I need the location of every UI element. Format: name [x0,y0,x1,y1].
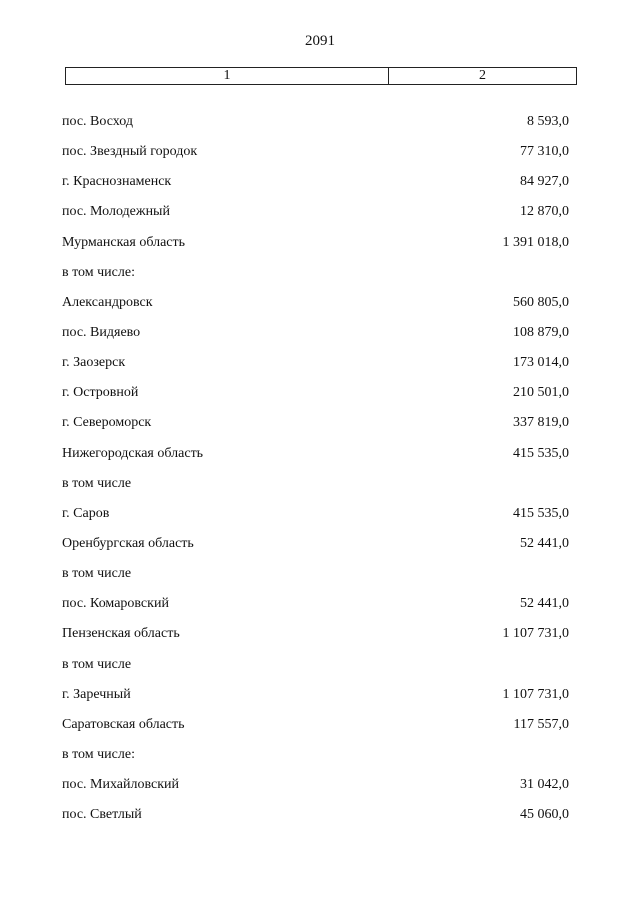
row-value: 1 107 731,0 [502,626,569,642]
table-header [65,67,577,85]
row-value: 1 391 018,0 [502,234,569,250]
row-name: пос. Светлый [62,807,142,823]
table-row [0,535,640,565]
row-name: пос. Видяево [62,324,141,340]
table-row [0,234,640,264]
row-value: 52 441,0 [520,535,569,551]
row-value: 52 441,0 [520,596,569,612]
row-name: в том числе [62,656,132,672]
row-name: пос. Восход [62,114,133,129]
row-name: в том числе [62,566,132,582]
table-row [0,565,640,595]
row-name: Мурманская область [62,234,186,250]
row-name: г. Саров [62,505,110,521]
table-body [0,113,640,836]
row-value: 108 879,0 [513,324,569,340]
row-name: Пензенская область [62,626,180,642]
table-row [0,475,640,505]
row-name: пос. Молодежный [62,204,170,220]
row-name: Саратовская область [62,716,185,732]
row-name: г. Островной [62,385,139,401]
table-row [0,505,640,535]
table-row [0,173,640,203]
row-name: Александровск [62,294,153,310]
table-row [0,776,640,806]
table-row [0,686,640,716]
table-row [0,414,640,444]
row-name: в том числе: [62,264,135,280]
table-row [0,656,640,686]
page-number: 2091 [305,33,335,49]
row-name: Оренбургская область [62,535,194,551]
row-name: пос. Звездный городок [62,144,198,160]
table-row [0,264,640,294]
row-value: 45 060,0 [520,807,569,823]
row-value: 415 535,0 [513,505,569,521]
row-value: 117 557,0 [513,716,569,732]
row-name: пос. Михайловский [62,777,180,793]
table-row [0,143,640,173]
row-value: 173 014,0 [513,355,569,371]
row-name: в том числе: [62,746,135,762]
table-header-column-1: 1 [66,68,389,84]
row-name: г. Краснознаменск [62,174,172,190]
row-name: г. Заозерск [62,355,126,371]
row-name: г. Заречный [62,686,131,702]
row-value: 1 107 731,0 [502,686,569,702]
table-row [0,113,640,143]
table-row [0,746,640,776]
row-value: 12 870,0 [520,204,569,220]
row-value: 84 927,0 [520,174,569,190]
table-row [0,294,640,324]
row-value: 31 042,0 [520,777,569,793]
row-value: 77 310,0 [520,144,569,160]
row-value: 560 805,0 [513,294,569,310]
table-row [0,203,640,233]
table-row [0,324,640,354]
row-value: 210 501,0 [513,385,569,401]
row-name: пос. Комаровский [62,596,169,612]
row-value: 337 819,0 [513,415,569,431]
table-row [0,806,640,836]
row-name: в том числе [62,475,132,491]
table-row [0,445,640,475]
table-row [0,716,640,746]
row-value: 415 535,0 [513,445,569,461]
table-row [0,384,640,414]
table-row [0,354,640,384]
row-name: г. Североморск [62,415,152,431]
table-row [0,595,640,625]
table-header-column-2: 2 [479,68,486,83]
row-value: 8 593,0 [527,114,569,129]
row-name: Нижегородская область [62,445,204,461]
table-row [0,625,640,655]
